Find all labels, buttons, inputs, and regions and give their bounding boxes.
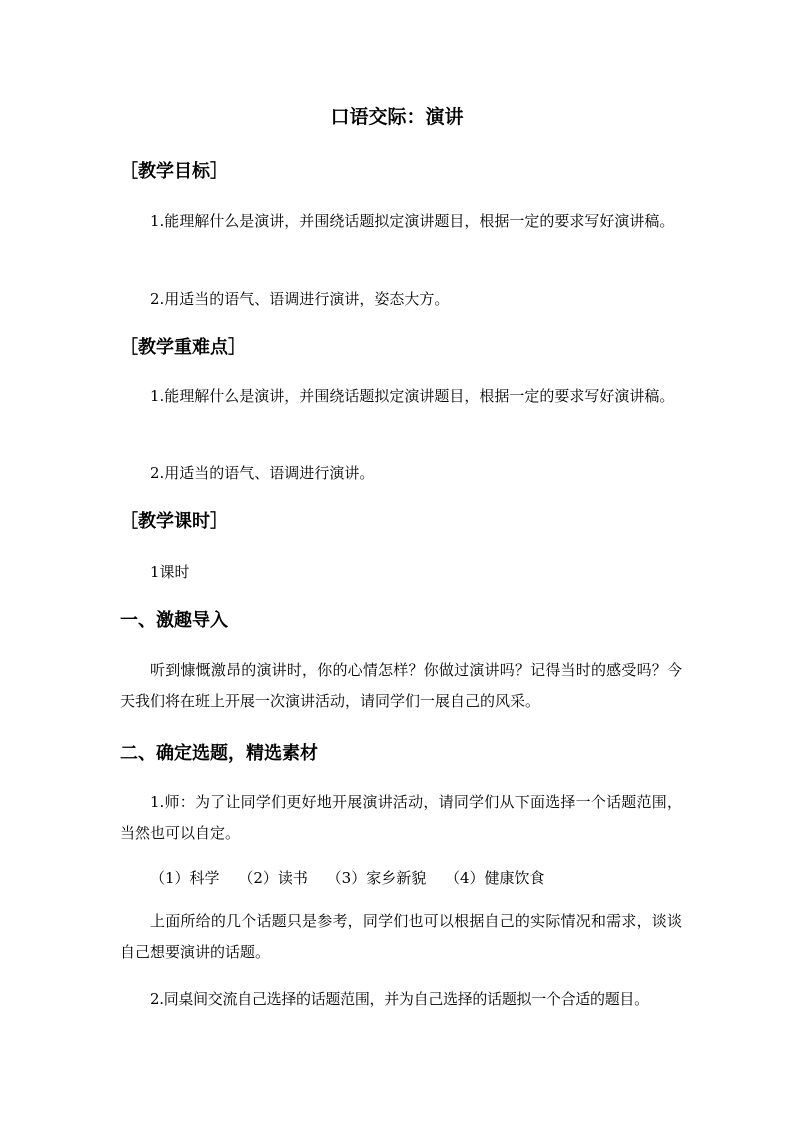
document-title: 口语交际：演讲 xyxy=(330,106,464,128)
section-heading-key-points: ［教学重难点］ xyxy=(120,337,246,358)
topic-selection-note: 上面所给的几个话题只是参考，同学们也可以根据自己的实际情况和需求，谈谈自己想要演讲的话题。 xyxy=(120,912,682,961)
goals-item-1: 1.能理解什么是演讲，并围绕话题拟定演讲题目，根据一定的要求写好演讲稿。 xyxy=(150,212,675,230)
key-points-item-2: 2.用适当的语气、语调进行演讲。 xyxy=(150,464,375,482)
topic-selection-item-1: 1.师：为了让同学们更好地开展演讲活动，请同学们从下面选择一个话题范围，当然也可以自定。 xyxy=(120,793,682,842)
topic-option: （4）健康饮食 xyxy=(444,869,545,887)
topic-option: （1）科学 xyxy=(150,869,220,887)
topic-option: （3）家乡新貌 xyxy=(326,869,427,887)
key-points-item-1: 1.能理解什么是演讲，并围绕话题拟定演讲题目，根据一定的要求写好演讲稿。 xyxy=(150,387,675,405)
section-heading-hours: ［教学课时］ xyxy=(120,511,228,532)
section-heading-goals: ［教学目标］ xyxy=(120,161,228,182)
section-heading-topic-selection: 二、确定选题，精选素材 xyxy=(120,743,318,764)
hours-value: 1课时 xyxy=(150,563,190,581)
section-heading-intro: 一、激趣导入 xyxy=(120,610,228,631)
intro-text: 听到慷慨激昂的演讲时，你的心情怎样？你做过演讲吗？记得当时的感受吗？今天我们将在班上开展一次演讲活动，请同学们一展自己的风采。 xyxy=(120,661,682,710)
topic-selection-item-2: 2.同桌间交流自己选择的话题范围，并为自己选择的话题拟一个合适的题目。 xyxy=(150,990,649,1008)
topic-options xyxy=(150,866,559,890)
topic-option: （2）读书 xyxy=(238,869,308,887)
goals-item-2: 2.用适当的语气、语调进行演讲，姿态大方。 xyxy=(150,290,450,308)
